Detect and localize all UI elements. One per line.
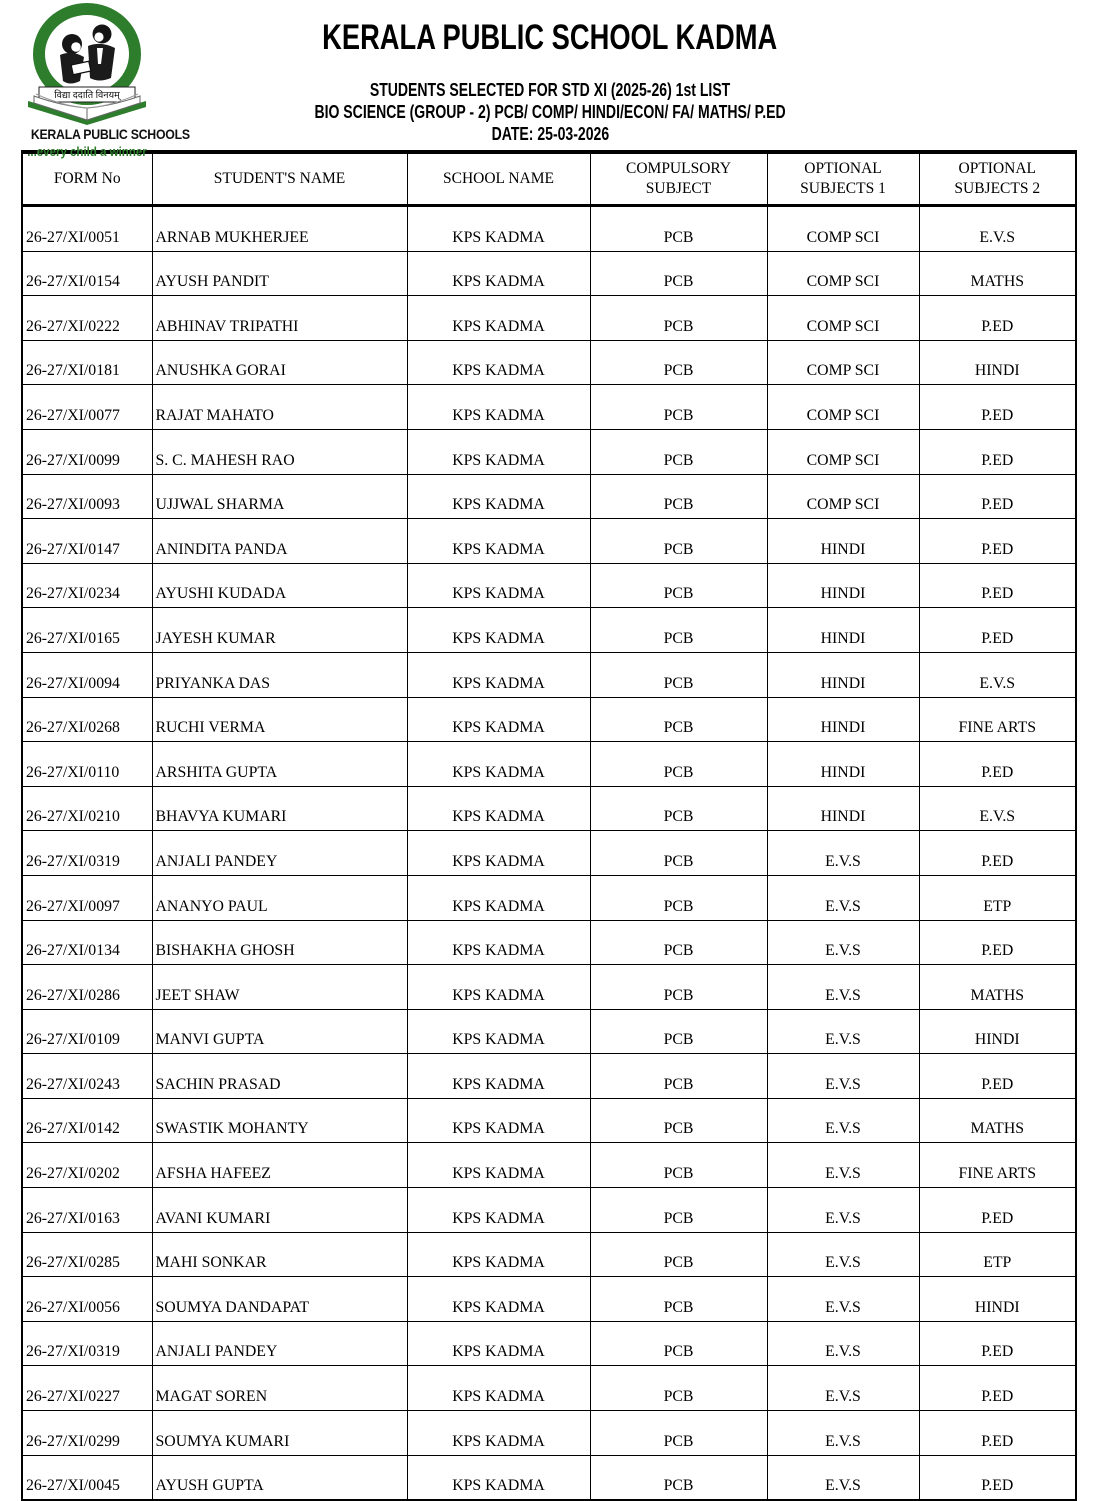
title-block xyxy=(0,0,1100,146)
cell-student-name: BISHAKHA GHOSH xyxy=(152,920,407,965)
cell-form-no: 26-27/XI/0147 xyxy=(22,519,152,564)
cell-student-name: SACHIN PRASAD xyxy=(152,1054,407,1099)
date-line: DATE: 25-03-2026 xyxy=(491,124,609,144)
cell-optional-subject-1: E.V.S xyxy=(767,1277,919,1322)
table-row xyxy=(22,563,1076,608)
cell-optional-subject-2: MATHS xyxy=(919,1098,1076,1143)
cell-optional-subject-2: P.ED xyxy=(919,474,1076,519)
logo-org-name: KERALA PUBLIC SCHOOLS xyxy=(30,126,190,142)
page-header xyxy=(0,0,1100,159)
cell-optional-subject-1: E.V.S xyxy=(767,1366,919,1411)
cell-compulsory-subject: PCB xyxy=(590,742,767,787)
cell-compulsory-subject: PCB xyxy=(590,251,767,296)
cell-student-name: SOUMYA DANDAPAT xyxy=(152,1277,407,1322)
cell-form-no: 26-27/XI/0099 xyxy=(22,429,152,474)
cell-optional-subject-1: E.V.S xyxy=(767,875,919,920)
cell-optional-subject-1: HINDI xyxy=(767,742,919,787)
cell-student-name: RAJAT MAHATO xyxy=(152,385,407,430)
table-row xyxy=(22,652,1076,697)
cell-optional-subject-1: HINDI xyxy=(767,563,919,608)
cell-form-no: 26-27/XI/0227 xyxy=(22,1366,152,1411)
cell-optional-subject-1: E.V.S xyxy=(767,1321,919,1366)
cell-compulsory-subject: PCB xyxy=(590,1054,767,1099)
cell-form-no: 26-27/XI/0045 xyxy=(22,1455,152,1500)
cell-optional-subject-1: E.V.S xyxy=(767,1411,919,1456)
cell-school-name: KPS KADMA xyxy=(407,831,590,876)
cell-optional-subject-1: E.V.S xyxy=(767,1009,919,1054)
cell-optional-subject-2: P.ED xyxy=(919,1366,1076,1411)
cell-student-name: ANINDITA PANDA xyxy=(152,519,407,564)
cell-form-no: 26-27/XI/0056 xyxy=(22,1277,152,1322)
cell-optional-subject-2: P.ED xyxy=(919,519,1076,564)
cell-compulsory-subject: PCB xyxy=(590,697,767,742)
cell-optional-subject-1: E.V.S xyxy=(767,831,919,876)
cell-optional-subject-2: HINDI xyxy=(919,1277,1076,1322)
column-header-optional-subjects-1: OPTIONAL SUBJECTS 1 xyxy=(767,152,919,206)
cell-school-name: KPS KADMA xyxy=(407,1143,590,1188)
motto-banner xyxy=(39,87,135,102)
table-row xyxy=(22,519,1076,564)
cell-optional-subject-2: HINDI xyxy=(919,340,1076,385)
cell-school-name: KPS KADMA xyxy=(407,697,590,742)
cell-student-name: ANANYO PAUL xyxy=(152,875,407,920)
cell-student-name: ABHINAV TRIPATHI xyxy=(152,296,407,341)
table-row xyxy=(22,340,1076,385)
cell-optional-subject-1: E.V.S xyxy=(767,1098,919,1143)
table-row xyxy=(22,608,1076,653)
cell-form-no: 26-27/XI/0093 xyxy=(22,474,152,519)
cell-optional-subject-2: P.ED xyxy=(919,608,1076,653)
table-row xyxy=(22,296,1076,341)
cell-student-name: ARSHITA GUPTA xyxy=(152,742,407,787)
cell-optional-subject-1: COMP SCI xyxy=(767,385,919,430)
cell-optional-subject-1: E.V.S xyxy=(767,920,919,965)
logo-tagline: ...every child a winner xyxy=(27,144,147,159)
cell-student-name: S. C. MAHESH RAO xyxy=(152,429,407,474)
cell-compulsory-subject: PCB xyxy=(590,385,767,430)
cell-compulsory-subject: PCB xyxy=(590,340,767,385)
cell-optional-subject-1: E.V.S xyxy=(767,1054,919,1099)
cell-compulsory-subject: PCB xyxy=(590,1277,767,1322)
cell-compulsory-subject: PCB xyxy=(590,608,767,653)
cell-compulsory-subject: PCB xyxy=(590,563,767,608)
table-row xyxy=(22,831,1076,876)
cell-form-no: 26-27/XI/0134 xyxy=(22,920,152,965)
cell-optional-subject-2: P.ED xyxy=(919,1054,1076,1099)
table-row xyxy=(22,1455,1076,1500)
cell-compulsory-subject: PCB xyxy=(590,1098,767,1143)
cell-form-no: 26-27/XI/0299 xyxy=(22,1411,152,1456)
cell-student-name: AYUSH PANDIT xyxy=(152,251,407,296)
cell-optional-subject-2: FINE ARTS xyxy=(919,697,1076,742)
subtitle-line-1: STUDENTS SELECTED FOR STD XI (2025-26) 1st LIST xyxy=(369,80,731,100)
cell-form-no: 26-27/XI/0210 xyxy=(22,786,152,831)
cell-form-no: 26-27/XI/0285 xyxy=(22,1232,152,1277)
cell-optional-subject-2: P.ED xyxy=(919,429,1076,474)
cell-optional-subject-1: E.V.S xyxy=(767,965,919,1010)
cell-school-name: KPS KADMA xyxy=(407,1411,590,1456)
cell-optional-subject-2: P.ED xyxy=(919,563,1076,608)
cell-optional-subject-2: MATHS xyxy=(919,965,1076,1010)
cell-compulsory-subject: PCB xyxy=(590,786,767,831)
cell-optional-subject-2: MATHS xyxy=(919,251,1076,296)
cell-school-name: KPS KADMA xyxy=(407,1277,590,1322)
cell-form-no: 26-27/XI/0234 xyxy=(22,563,152,608)
cell-compulsory-subject: PCB xyxy=(590,519,767,564)
cell-school-name: KPS KADMA xyxy=(407,652,590,697)
cell-form-no: 26-27/XI/0286 xyxy=(22,965,152,1010)
cell-optional-subject-2: P.ED xyxy=(919,385,1076,430)
cell-compulsory-subject: PCB xyxy=(590,1366,767,1411)
cell-student-name: ARNAB MUKHERJEE xyxy=(152,206,407,252)
table-row xyxy=(22,920,1076,965)
cell-optional-subject-2: P.ED xyxy=(919,1411,1076,1456)
column-header-form-no: FORM No xyxy=(22,152,152,206)
cell-student-name: ANUSHKA GORAI xyxy=(152,340,407,385)
cell-form-no: 26-27/XI/0181 xyxy=(22,340,152,385)
cell-compulsory-subject: PCB xyxy=(590,296,767,341)
subtitle-line-2: BIO SCIENCE (GROUP - 2) PCB/ COMP/ HINDI/ECON/ FA/ MATHS/ P.ED xyxy=(314,102,786,122)
cell-school-name: KPS KADMA xyxy=(407,1188,590,1233)
page-title: KERALA PUBLIC SCHOOL KADMA xyxy=(322,18,778,57)
table-header-row xyxy=(22,152,1076,206)
cell-optional-subject-1: E.V.S xyxy=(767,1143,919,1188)
cell-compulsory-subject: PCB xyxy=(590,875,767,920)
table-row xyxy=(22,965,1076,1010)
cell-optional-subject-2: P.ED xyxy=(919,920,1076,965)
cell-school-name: KPS KADMA xyxy=(407,608,590,653)
cell-student-name: ANJALI PANDEY xyxy=(152,1321,407,1366)
table-row xyxy=(22,742,1076,787)
table-row xyxy=(22,1188,1076,1233)
table-row xyxy=(22,1232,1076,1277)
cell-compulsory-subject: PCB xyxy=(590,1455,767,1500)
cell-optional-subject-2: HINDI xyxy=(919,1009,1076,1054)
cell-student-name: MAHI SONKAR xyxy=(152,1232,407,1277)
column-header-student-name: STUDENT'S NAME xyxy=(152,152,407,206)
cell-compulsory-subject: PCB xyxy=(590,831,767,876)
cell-school-name: KPS KADMA xyxy=(407,519,590,564)
cell-form-no: 26-27/XI/0142 xyxy=(22,1098,152,1143)
cell-compulsory-subject: PCB xyxy=(590,474,767,519)
table-row xyxy=(22,1054,1076,1099)
cell-school-name: KPS KADMA xyxy=(407,474,590,519)
cell-compulsory-subject: PCB xyxy=(590,206,767,252)
cell-school-name: KPS KADMA xyxy=(407,875,590,920)
table-row xyxy=(22,385,1076,430)
cell-compulsory-subject: PCB xyxy=(590,1188,767,1233)
table-row xyxy=(22,1143,1076,1188)
cell-student-name: AYUSHI KUDADA xyxy=(152,563,407,608)
table-row xyxy=(22,875,1076,920)
cell-optional-subject-1: HINDI xyxy=(767,519,919,564)
cell-optional-subject-1: E.V.S xyxy=(767,1232,919,1277)
cell-school-name: KPS KADMA xyxy=(407,786,590,831)
cell-form-no: 26-27/XI/0109 xyxy=(22,1009,152,1054)
table-row xyxy=(22,1009,1076,1054)
cell-form-no: 26-27/XI/0163 xyxy=(22,1188,152,1233)
cell-optional-subject-2: ETP xyxy=(919,875,1076,920)
table-row xyxy=(22,1366,1076,1411)
cell-student-name: MANVI GUPTA xyxy=(152,1009,407,1054)
cell-form-no: 26-27/XI/0154 xyxy=(22,251,152,296)
cell-form-no: 26-27/XI/0319 xyxy=(22,831,152,876)
cell-optional-subject-2: E.V.S xyxy=(919,786,1076,831)
cell-school-name: KPS KADMA xyxy=(407,1321,590,1366)
table-row xyxy=(22,1098,1076,1143)
cell-school-name: KPS KADMA xyxy=(407,1455,590,1500)
cell-optional-subject-1: HINDI xyxy=(767,652,919,697)
motto-text: विद्या ददाति विनयम् xyxy=(54,91,120,101)
cell-optional-subject-2: P.ED xyxy=(919,831,1076,876)
cell-optional-subject-2: P.ED xyxy=(919,1321,1076,1366)
cell-optional-subject-2: P.ED xyxy=(919,1455,1076,1500)
cell-school-name: KPS KADMA xyxy=(407,1054,590,1099)
cell-student-name: AVANI KUMARI xyxy=(152,1188,407,1233)
cell-compulsory-subject: PCB xyxy=(590,1232,767,1277)
cell-school-name: KPS KADMA xyxy=(407,296,590,341)
cell-school-name: KPS KADMA xyxy=(407,742,590,787)
cell-school-name: KPS KADMA xyxy=(407,563,590,608)
cell-student-name: AYUSH GUPTA xyxy=(152,1455,407,1500)
table-row xyxy=(22,206,1076,252)
cell-form-no: 26-27/XI/0319 xyxy=(22,1321,152,1366)
table-row xyxy=(22,1277,1076,1322)
cell-school-name: KPS KADMA xyxy=(407,1366,590,1411)
table-row xyxy=(22,429,1076,474)
cell-school-name: KPS KADMA xyxy=(407,340,590,385)
cell-optional-subject-1: COMP SCI xyxy=(767,429,919,474)
school-logo xyxy=(20,6,190,161)
cell-school-name: KPS KADMA xyxy=(407,251,590,296)
column-header-compulsory-subject: COMPULSORY SUBJECT xyxy=(590,152,767,206)
column-header-school-name: SCHOOL NAME xyxy=(407,152,590,206)
table-row xyxy=(22,1321,1076,1366)
cell-compulsory-subject: PCB xyxy=(590,652,767,697)
cell-compulsory-subject: PCB xyxy=(590,429,767,474)
cell-student-name: ANJALI PANDEY xyxy=(152,831,407,876)
table-row xyxy=(22,251,1076,296)
cell-form-no: 26-27/XI/0202 xyxy=(22,1143,152,1188)
cell-optional-subject-2: P.ED xyxy=(919,742,1076,787)
cell-form-no: 26-27/XI/0222 xyxy=(22,296,152,341)
cell-student-name: MAGAT SOREN xyxy=(152,1366,407,1411)
cell-optional-subject-1: E.V.S xyxy=(767,1455,919,1500)
cell-optional-subject-2: P.ED xyxy=(919,296,1076,341)
cell-optional-subject-1: COMP SCI xyxy=(767,340,919,385)
cell-student-name: JEET SHAW xyxy=(152,965,407,1010)
cell-school-name: KPS KADMA xyxy=(407,1098,590,1143)
cell-form-no: 26-27/XI/0051 xyxy=(22,206,152,252)
cell-school-name: KPS KADMA xyxy=(407,385,590,430)
cell-optional-subject-1: HINDI xyxy=(767,697,919,742)
cell-compulsory-subject: PCB xyxy=(590,1009,767,1054)
column-header-optional-subjects-2: OPTIONAL SUBJECTS 2 xyxy=(919,152,1076,206)
cell-student-name: BHAVYA KUMARI xyxy=(152,786,407,831)
cell-school-name: KPS KADMA xyxy=(407,920,590,965)
cell-student-name: UJJWAL SHARMA xyxy=(152,474,407,519)
cell-optional-subject-1: COMP SCI xyxy=(767,206,919,252)
cell-optional-subject-1: HINDI xyxy=(767,608,919,653)
cell-optional-subject-2: E.V.S xyxy=(919,652,1076,697)
cell-optional-subject-1: COMP SCI xyxy=(767,251,919,296)
cell-school-name: KPS KADMA xyxy=(407,206,590,252)
cell-school-name: KPS KADMA xyxy=(407,965,590,1010)
cell-student-name: SWASTIK MOHANTY xyxy=(152,1098,407,1143)
students-table xyxy=(21,150,1077,1501)
cell-optional-subject-1: COMP SCI xyxy=(767,474,919,519)
cell-school-name: KPS KADMA xyxy=(407,1232,590,1277)
cell-compulsory-subject: PCB xyxy=(590,1143,767,1188)
cell-form-no: 26-27/XI/0165 xyxy=(22,608,152,653)
cell-form-no: 26-27/XI/0110 xyxy=(22,742,152,787)
cell-compulsory-subject: PCB xyxy=(590,1321,767,1366)
cell-optional-subject-2: ETP xyxy=(919,1232,1076,1277)
cell-student-name: JAYESH KUMAR xyxy=(152,608,407,653)
cell-compulsory-subject: PCB xyxy=(590,1411,767,1456)
cell-form-no: 26-27/XI/0243 xyxy=(22,1054,152,1099)
cell-form-no: 26-27/XI/0268 xyxy=(22,697,152,742)
cell-student-name: AFSHA HAFEEZ xyxy=(152,1143,407,1188)
cell-optional-subject-2: P.ED xyxy=(919,1188,1076,1233)
cell-optional-subject-1: HINDI xyxy=(767,786,919,831)
cell-form-no: 26-27/XI/0077 xyxy=(22,385,152,430)
table-row xyxy=(22,697,1076,742)
cell-optional-subject-2: FINE ARTS xyxy=(919,1143,1076,1188)
table-row xyxy=(22,786,1076,831)
cell-compulsory-subject: PCB xyxy=(590,965,767,1010)
cell-student-name: SOUMYA KUMARI xyxy=(152,1411,407,1456)
cell-school-name: KPS KADMA xyxy=(407,1009,590,1054)
cell-school-name: KPS KADMA xyxy=(407,429,590,474)
cell-optional-subject-1: E.V.S xyxy=(767,1188,919,1233)
table-row xyxy=(22,1411,1076,1456)
cell-student-name: RUCHI VERMA xyxy=(152,697,407,742)
school-logo-icon xyxy=(22,6,152,126)
cell-optional-subject-1: COMP SCI xyxy=(767,296,919,341)
cell-compulsory-subject: PCB xyxy=(590,920,767,965)
cell-form-no: 26-27/XI/0094 xyxy=(22,652,152,697)
cell-form-no: 26-27/XI/0097 xyxy=(22,875,152,920)
cell-student-name: PRIYANKA DAS xyxy=(152,652,407,697)
table-row xyxy=(22,474,1076,519)
cell-optional-subject-2: E.V.S xyxy=(919,206,1076,252)
table-body xyxy=(22,206,1076,1501)
